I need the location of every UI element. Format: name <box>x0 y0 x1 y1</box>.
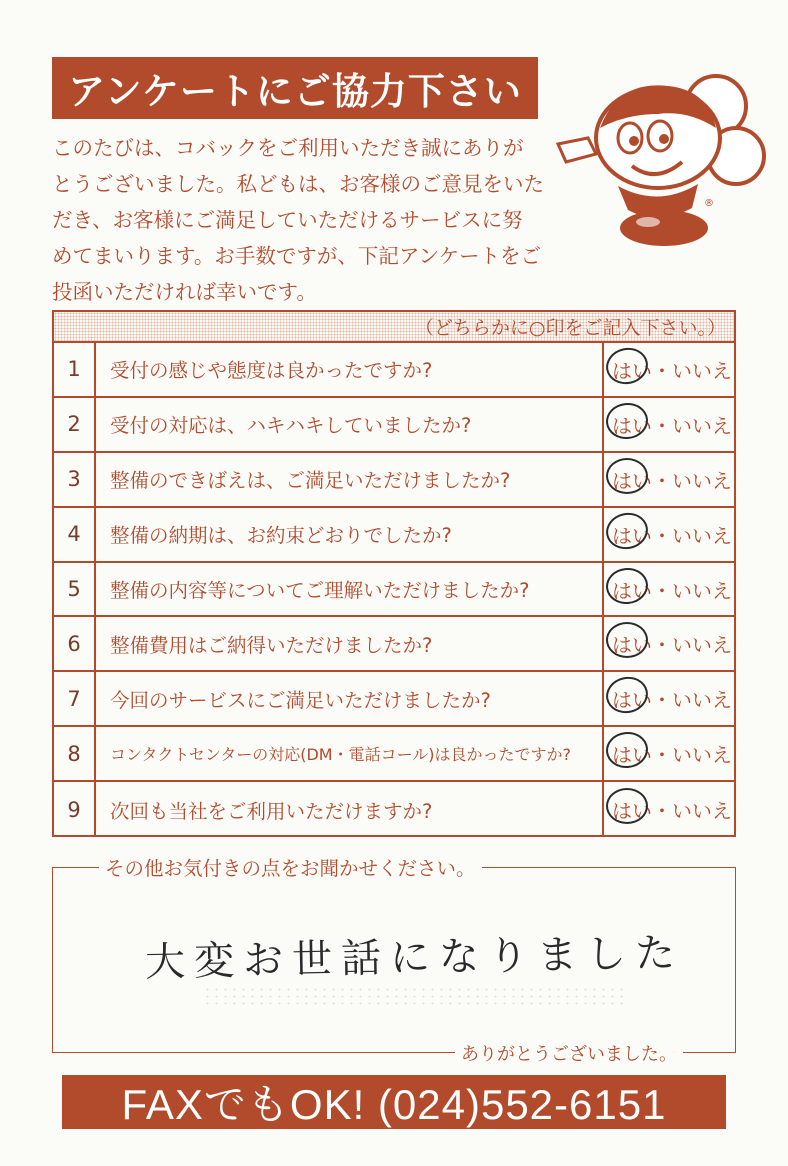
answer-yes[interactable] <box>612 629 652 658</box>
answer-separator: ・ <box>652 578 672 603</box>
survey-row <box>54 727 734 782</box>
question-number: 6 <box>54 617 96 670</box>
answer-yes-label: はい <box>612 523 652 548</box>
faint-pencil-marks <box>203 986 623 1006</box>
survey-row <box>54 343 734 398</box>
answer-no[interactable]: いいえ <box>672 578 732 603</box>
answer-yes[interactable] <box>612 795 652 824</box>
survey-row <box>54 563 734 618</box>
answer-yes[interactable] <box>612 575 652 604</box>
survey-row <box>54 782 734 837</box>
answer-choice[interactable] <box>602 453 734 506</box>
question-number: 4 <box>54 508 96 561</box>
answer-choice[interactable] <box>602 508 734 561</box>
intro-line: だき、お客様にご満足していただけるサービスに努 <box>52 208 523 232</box>
answer-yes-label: はい <box>612 358 652 383</box>
survey-row <box>54 453 734 508</box>
answer-choice[interactable] <box>602 672 734 725</box>
question-number: 9 <box>54 782 96 837</box>
answer-no[interactable]: いいえ <box>672 358 732 383</box>
survey-instruction: （どちらかに○印をご記入下さい。） <box>54 312 734 343</box>
answer-yes[interactable] <box>612 410 652 439</box>
fax-banner: FAXでもOK! (024)552-6151 <box>62 1075 726 1129</box>
survey-row <box>54 617 734 672</box>
handdrawn-circle-mark <box>606 458 648 494</box>
mascot-illustration <box>548 58 768 258</box>
answer-yes[interactable] <box>612 355 652 384</box>
question-number: 3 <box>54 453 96 506</box>
question-text: 整備費用はご納得いただけましたか? <box>110 633 433 657</box>
question-number: 1 <box>54 343 96 396</box>
answer-separator: ・ <box>652 633 672 658</box>
answer-separator: ・ <box>652 413 672 438</box>
intro-line: とうございました。私どもは、お客様のご意見をいた <box>52 172 544 196</box>
answer-separator: ・ <box>652 688 672 713</box>
svg-text:®: ® <box>704 198 714 209</box>
answer-yes[interactable] <box>612 520 652 549</box>
question-number: 8 <box>54 727 96 780</box>
comments-label: その他お気付きの点をお聞かせください。 <box>99 853 482 881</box>
question-text: 今回のサービスにご満足いただけましたか? <box>110 688 491 712</box>
answer-no[interactable]: いいえ <box>672 633 732 658</box>
answer-separator: ・ <box>652 743 672 768</box>
answer-choice[interactable] <box>602 617 734 670</box>
survey-table <box>52 310 736 837</box>
handdrawn-circle-mark <box>606 788 648 824</box>
question-text: 受付の感じや態度は良かったですか? <box>110 359 433 383</box>
answer-yes[interactable] <box>612 465 652 494</box>
answer-yes-label: はい <box>612 688 652 713</box>
intro-line: このたびは、コバックをご利用いただき誠にありが <box>52 136 524 160</box>
intro-text <box>52 130 552 310</box>
answer-choice[interactable] <box>602 343 734 396</box>
intro-line: 投函いただければ幸いです。 <box>52 280 317 304</box>
survey-title: アンケートにご協力下さい <box>52 57 538 119</box>
comments-box[interactable] <box>52 857 736 1065</box>
question-text: 整備の内容等についてご理解いただけましたか? <box>110 579 530 602</box>
survey-row <box>54 508 734 563</box>
question-text: 次回も当社をご利用いただけますか? <box>110 799 433 823</box>
answer-no[interactable]: いいえ <box>672 688 732 713</box>
question-number: 5 <box>54 563 96 616</box>
question-text: コンタクトセンターの対応(DM・電話コール)は良かったですか? <box>110 745 572 765</box>
answer-no[interactable]: いいえ <box>672 743 732 768</box>
answer-no[interactable]: いいえ <box>672 468 732 493</box>
answer-separator: ・ <box>652 358 672 383</box>
answer-yes-label: はい <box>612 468 652 493</box>
answer-separator: ・ <box>652 523 672 548</box>
answer-separator: ・ <box>652 799 672 824</box>
answer-choice[interactable] <box>602 398 734 451</box>
answer-separator: ・ <box>652 468 672 493</box>
handwritten-comment: 大変お世話になりました <box>144 930 685 986</box>
answer-yes-label: はい <box>612 633 652 658</box>
survey-row <box>54 672 734 727</box>
answer-choice[interactable] <box>602 782 734 837</box>
answer-yes[interactable] <box>612 739 652 768</box>
answer-no[interactable]: いいえ <box>672 523 732 548</box>
answer-yes-label: はい <box>612 578 652 603</box>
answer-yes[interactable] <box>612 684 652 713</box>
question-number: 2 <box>54 398 96 451</box>
answer-yes-label: はい <box>612 413 652 438</box>
answer-choice[interactable] <box>602 727 734 780</box>
question-text: 受付の対応は、ハキハキしていましたか? <box>110 414 472 438</box>
answer-yes-label: はい <box>612 743 652 768</box>
question-text: 整備の納期は、お約束どおりでしたか? <box>110 524 452 548</box>
answer-yes-label: はい <box>612 799 652 824</box>
answer-choice[interactable] <box>602 563 734 616</box>
handdrawn-circle-mark <box>606 622 648 658</box>
answer-no[interactable]: いいえ <box>672 799 732 824</box>
answer-no[interactable]: いいえ <box>672 413 732 438</box>
question-number: 7 <box>54 672 96 725</box>
survey-row <box>54 398 734 453</box>
thanks-text: ありがとうございました。 <box>455 1040 683 1066</box>
intro-line: めてまいります。お手数ですが、下記アンケートをご <box>52 244 542 268</box>
question-text: 整備のできばえは、ご満足いただけましたか? <box>110 469 511 493</box>
